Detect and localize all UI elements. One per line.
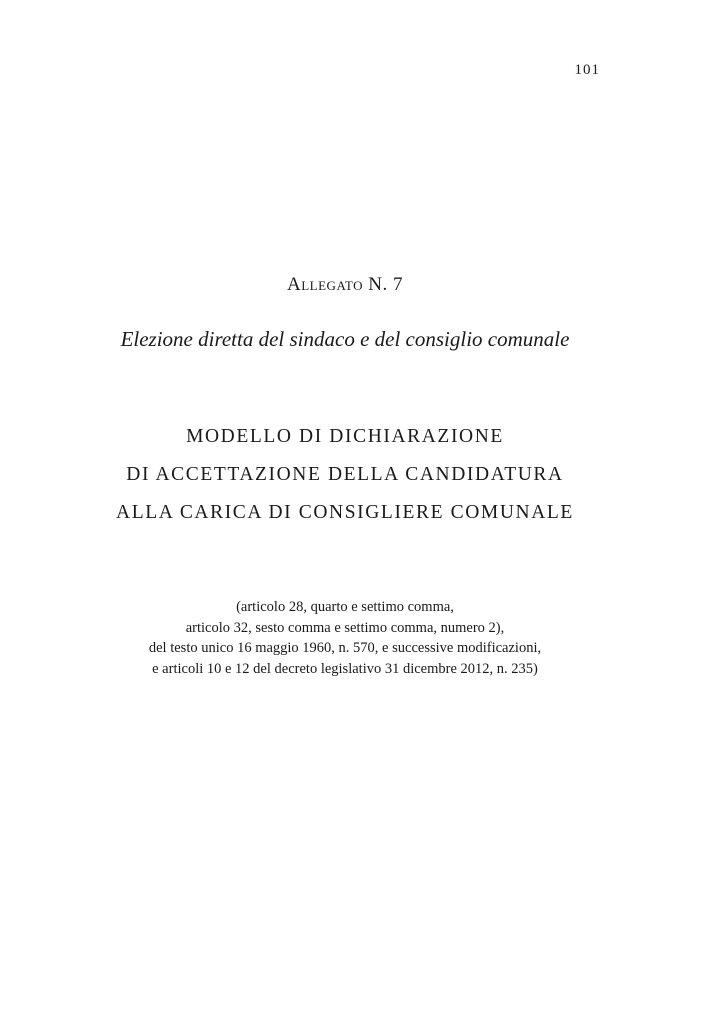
reference-line: e articoli 10 e 12 del decreto legislativo 31 dicembre 2012, n. 235) bbox=[152, 660, 538, 677]
annex-label: Allegato bbox=[287, 274, 363, 295]
title-line: MODELLO DI DICHIARAZIONE bbox=[186, 426, 504, 447]
annex-heading bbox=[0, 274, 690, 296]
annex-number: N. 7 bbox=[368, 274, 403, 295]
page-number: 101 bbox=[574, 62, 600, 78]
reference-line: (articolo 28, quarto e settimo comma, bbox=[236, 599, 454, 615]
reference-line: del testo unico 16 maggio 1960, n. 570, e successive modificazioni, bbox=[148, 640, 542, 656]
reference-line: articolo 32, sesto comma e settimo comma, numero 2), bbox=[185, 619, 505, 636]
document-title bbox=[0, 418, 690, 532]
legal-references bbox=[0, 597, 690, 679]
title-line: ALLA CARICA DI CONSIGLIERE COMUNALE bbox=[116, 502, 574, 523]
title-line: DI ACCETTAZIONE DELLA CANDIDATURA bbox=[126, 464, 564, 485]
annex-subtitle: Elezione diretta del sindaco e del consiglio comunale bbox=[120, 327, 570, 351]
